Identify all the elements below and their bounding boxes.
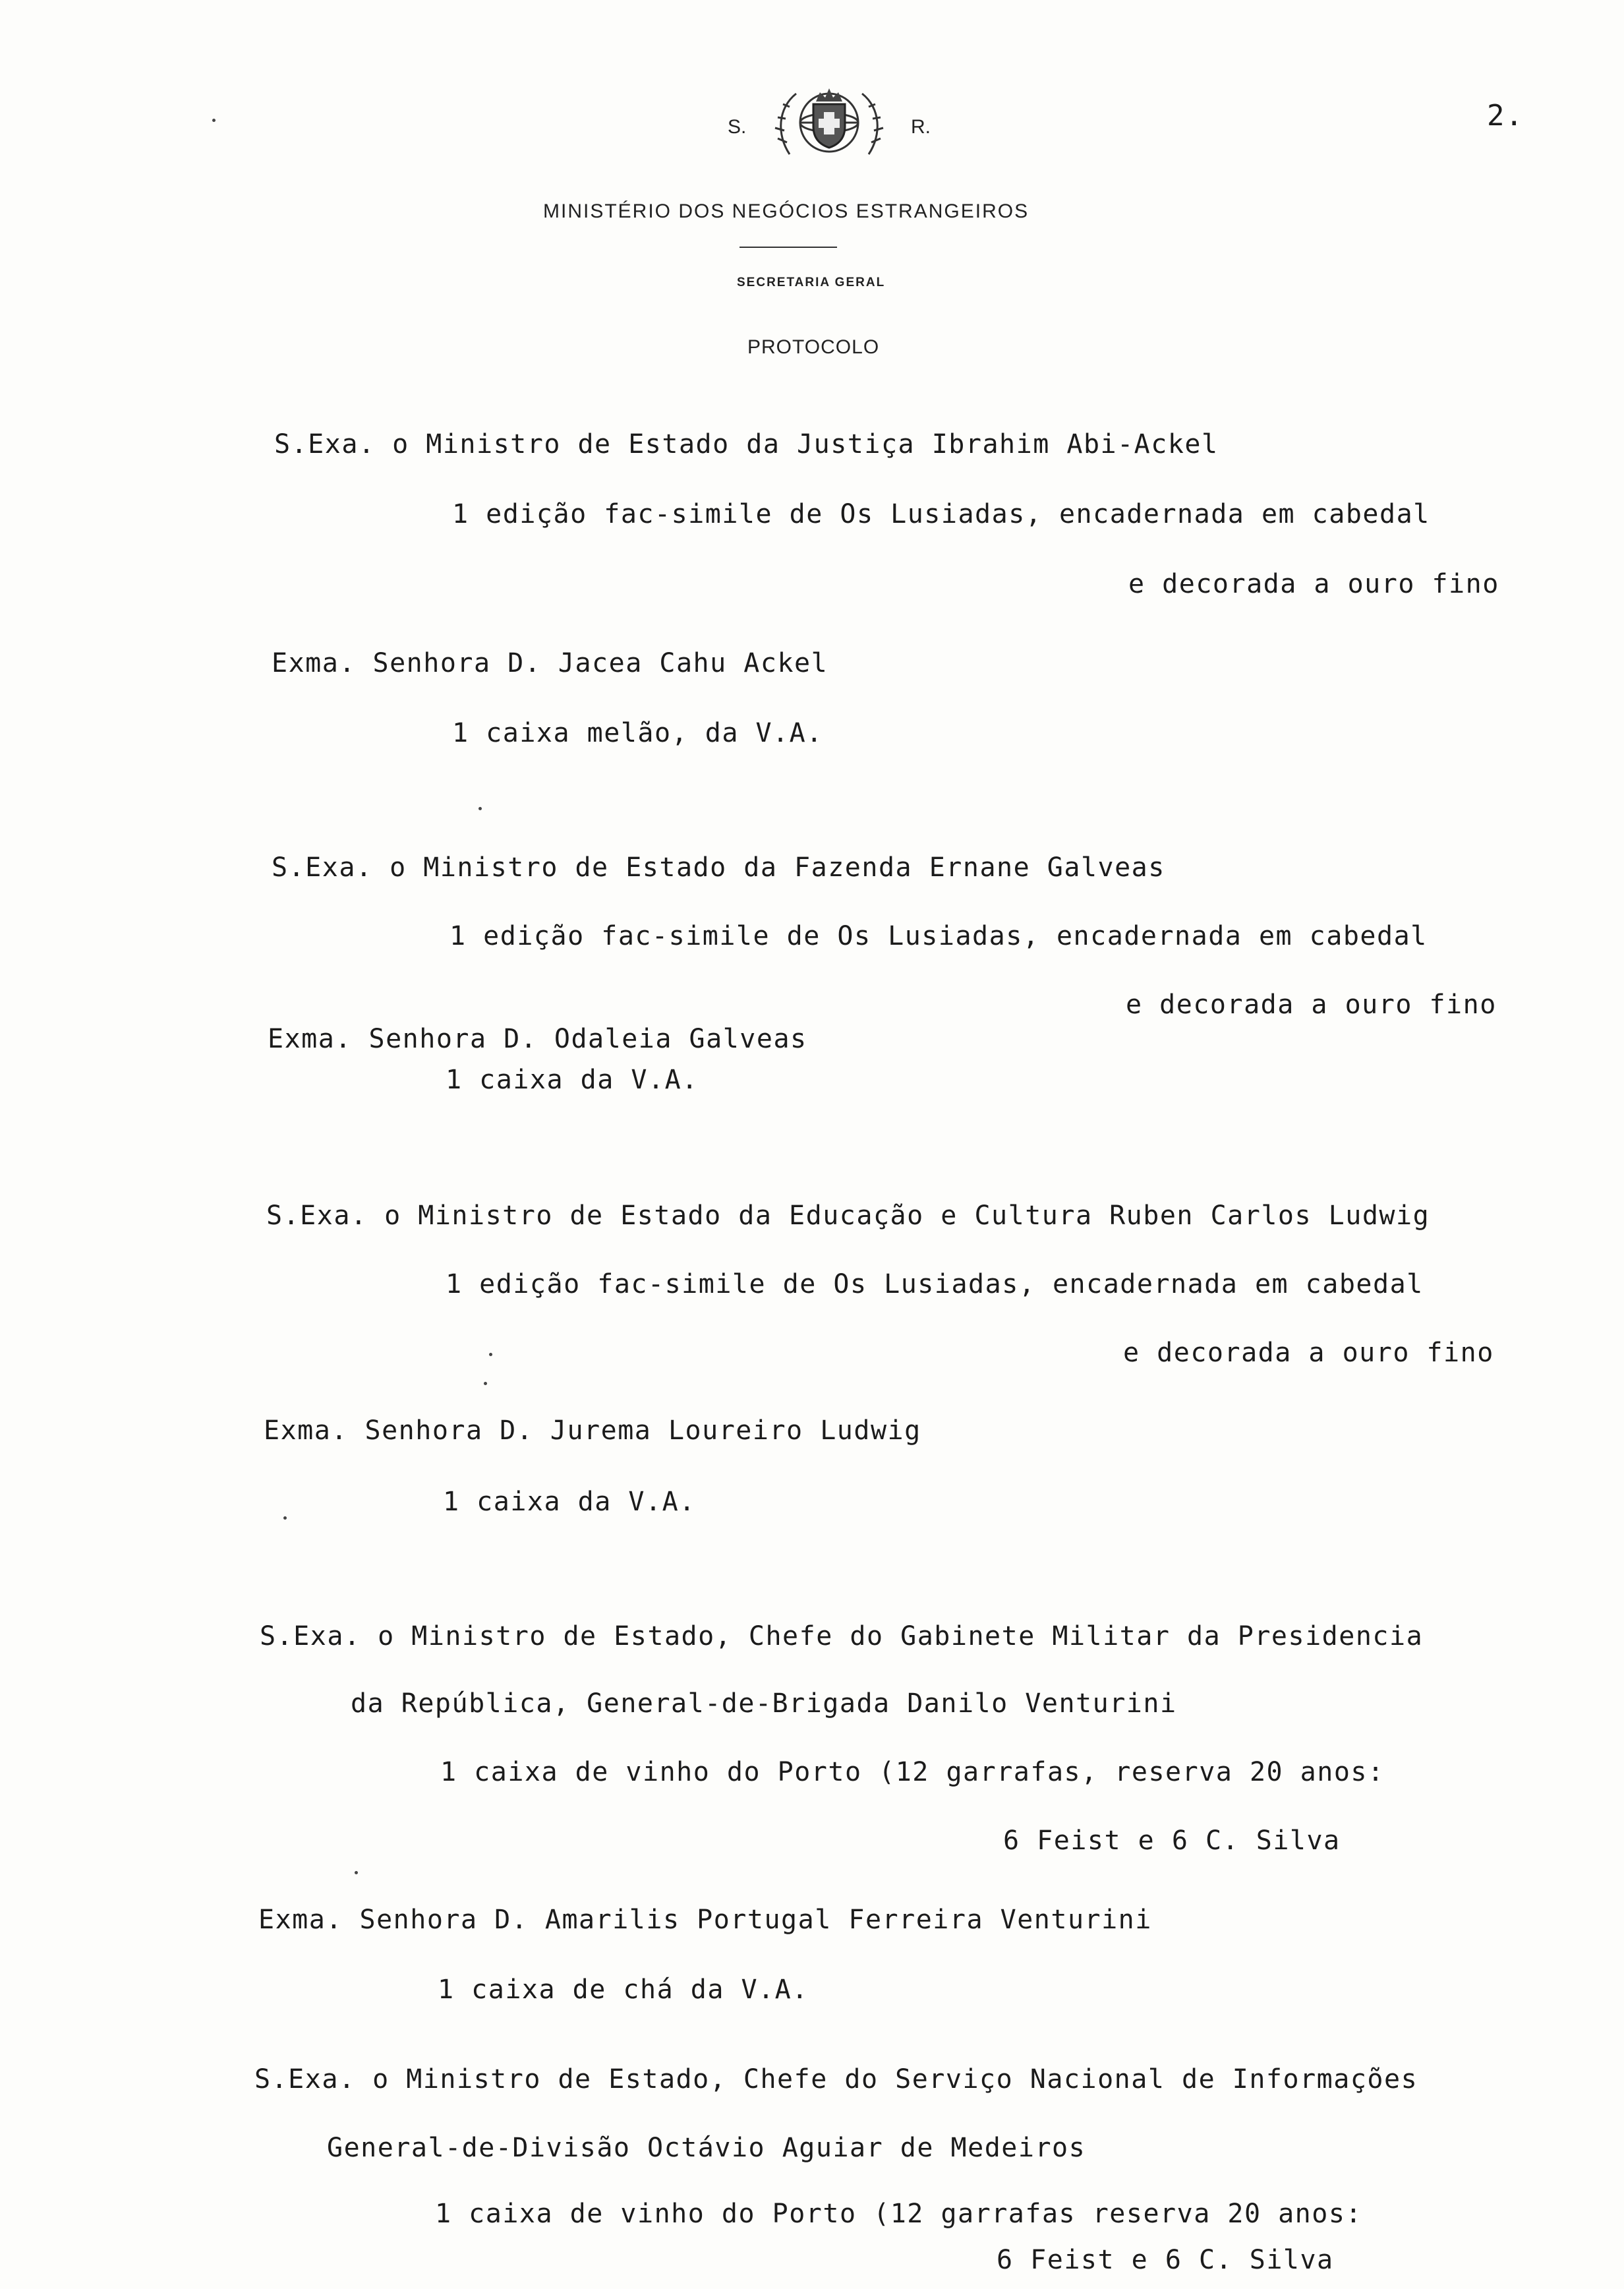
gift-line: 1 edição fac-simile de Os Lusiadas, encadernada em cabedal: [452, 499, 1430, 529]
gift-line: 1 caixa melão, da V.A.: [452, 718, 823, 748]
seal-right-letter: R.: [911, 116, 931, 138]
scan-speck: [355, 1871, 358, 1874]
scan-speck: [484, 1382, 487, 1385]
recipient-line: Exma. Senhora D. Amarilis Portugal Ferreira Venturini: [258, 1905, 1152, 1935]
scan-speck: [212, 119, 216, 122]
gift-line: 1 caixa da V.A.: [443, 1487, 696, 1517]
department-name: SECRETARIA GERAL: [737, 276, 886, 289]
gift-line: 1 edição fac-simile de Os Lusiadas, encadernada em cabedal: [450, 921, 1428, 951]
seal-left-letter: S.: [728, 116, 747, 138]
recipient-line: S.Exa. o Ministro de Estado da Educação e Cultura Ruben Carlos Ludwig: [266, 1201, 1430, 1231]
gift-continuation: 6 Feist e 6 C. Silva: [997, 2245, 1334, 2275]
header-rule: [740, 247, 837, 248]
recipient-line: S.Exa. o Ministro de Estado da Justiça Ibrahim Abi-Ackel: [274, 429, 1219, 460]
recipient-continuation: General-de-Divisão Octávio Aguiar de Medeiros: [327, 2133, 1086, 2163]
recipient-line: Exma. Senhora D. Jacea Cahu Ackel: [272, 648, 828, 678]
gift-line: 1 caixa da V.A.: [446, 1065, 699, 1095]
gift-continuation: 6 Feist e 6 C. Silva: [1003, 1826, 1341, 1856]
gift-continuation: e decorada a ouro fino: [1128, 569, 1499, 599]
scan-speck: [489, 1353, 492, 1356]
gift-line: 1 caixa de chá da V.A.: [438, 1975, 809, 2005]
recipient-line: Exma. Senhora D. Odaleia Galveas: [268, 1024, 807, 1054]
recipient-line: S.Exa. o Ministro de Estado, Chefe do Gabinete Militar da Presidencia: [260, 1621, 1424, 1651]
coat-of-arms-icon: [770, 82, 888, 166]
page-number: 2.: [1487, 99, 1524, 133]
recipient-line: S.Exa. o Ministro de Estado da Fazenda Ernane Galveas: [272, 852, 1165, 883]
recipient-continuation: da República, General-de-Brigada Danilo Venturini: [351, 1688, 1177, 1719]
recipient-line: Exma. Senhora D. Jurema Loureiro Ludwig: [264, 1415, 921, 1446]
gift-line: 1 caixa de vinho do Porto (12 garrafas reserva 20 anos:: [435, 2199, 1363, 2229]
scan-speck: [283, 1516, 287, 1520]
gift-continuation: e decorada a ouro fino: [1126, 990, 1497, 1020]
gift-line: 1 edição fac-simile de Os Lusiadas, encadernada em cabedal: [446, 1269, 1424, 1299]
recipient-line: S.Exa. o Ministro de Estado, Chefe do Serviço Nacional de Informações: [254, 2064, 1418, 2095]
ministry-title: MINISTÉRIO DOS NEGÓCIOS ESTRANGEIROS: [543, 200, 1030, 222]
gift-line: 1 caixa de vinho do Porto (12 garrafas, reserva 20 anos:: [440, 1757, 1385, 1787]
scan-speck: [478, 807, 482, 810]
section-name: PROTOCOLO: [747, 336, 880, 358]
gift-continuation: e decorada a ouro fino: [1123, 1338, 1494, 1368]
